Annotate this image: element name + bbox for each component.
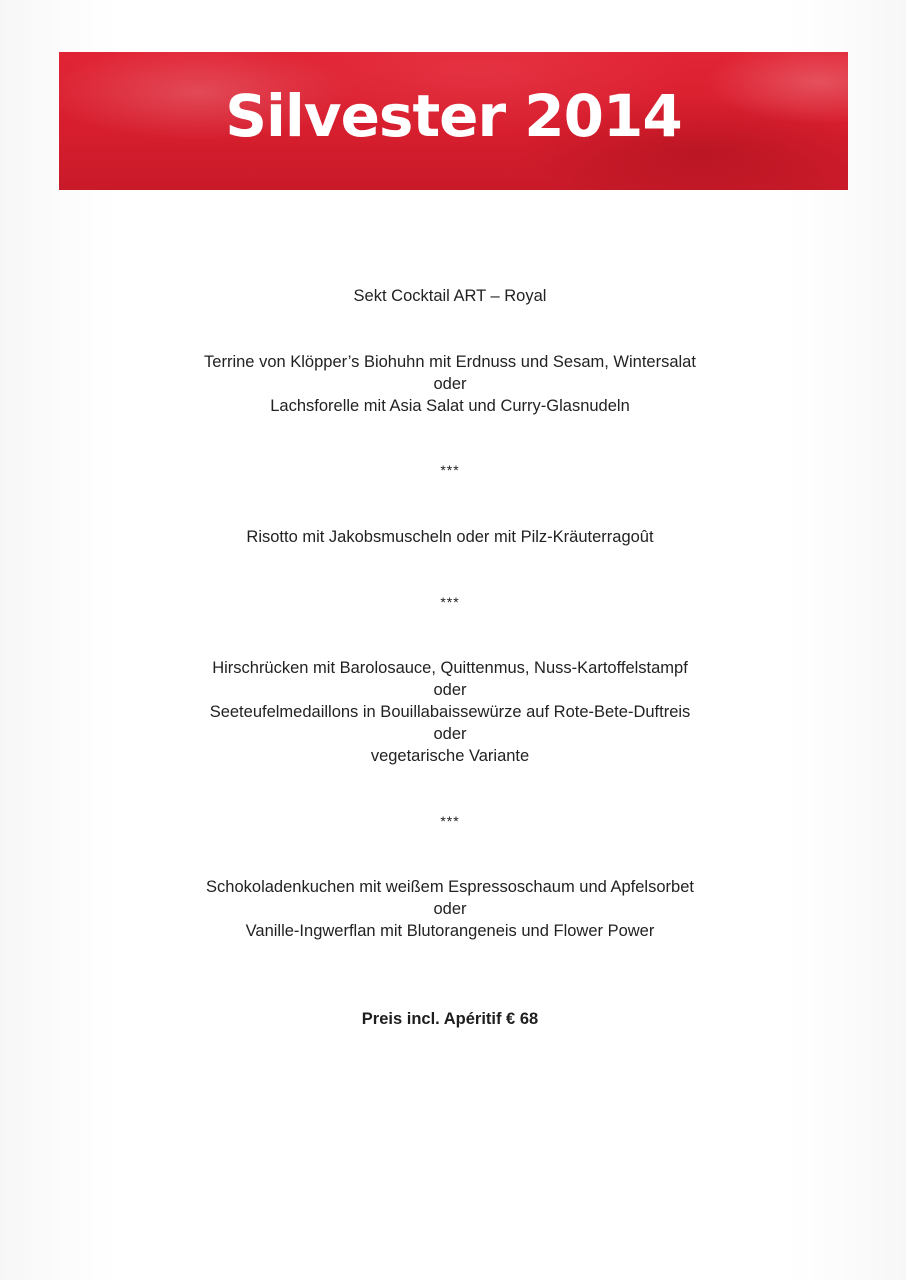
- page-title: Silvester 2014: [225, 82, 682, 150]
- dessert-option-1: Schokoladenkuchen mit weißem Espressoschaum und Apfelsorbet: [206, 878, 694, 896]
- price-line: Preis incl. Apéritif € 68: [361, 1010, 539, 1028]
- header-banner: [59, 52, 848, 190]
- main-option-1: Hirschrücken mit Barolosauce, Quittenmus, Nuss-Kartoffelstampf: [212, 659, 688, 677]
- main-or-1: oder: [433, 681, 467, 699]
- intermediate-course: Risotto mit Jakobsmuscheln oder mit Pilz-Kräuterragoût: [246, 528, 654, 546]
- main-or-2: oder: [433, 725, 467, 743]
- dessert-option-2: Vanille-Ingwerflan mit Blutorangeneis und Flower Power: [245, 922, 655, 940]
- starter-option-1: Terrine von Klöpper’s Biohuhn mit Erdnuss und Sesam, Wintersalat: [204, 353, 696, 371]
- course-separator-2: ***: [440, 594, 460, 610]
- dessert-or: oder: [433, 900, 467, 918]
- course-separator-1: ***: [440, 462, 460, 478]
- main-option-2: Seeteufelmedaillons in Bouillabaissewürze auf Rote-Bete-Duftreis: [209, 703, 691, 721]
- course-separator-3: ***: [440, 813, 460, 829]
- aperitif-line: Sekt Cocktail ART – Royal: [353, 287, 547, 305]
- main-option-3: vegetarische Variante: [370, 747, 530, 765]
- starter-option-2: Lachsforelle mit Asia Salat und Curry-Glasnudeln: [270, 397, 630, 415]
- starter-or: oder: [433, 375, 467, 393]
